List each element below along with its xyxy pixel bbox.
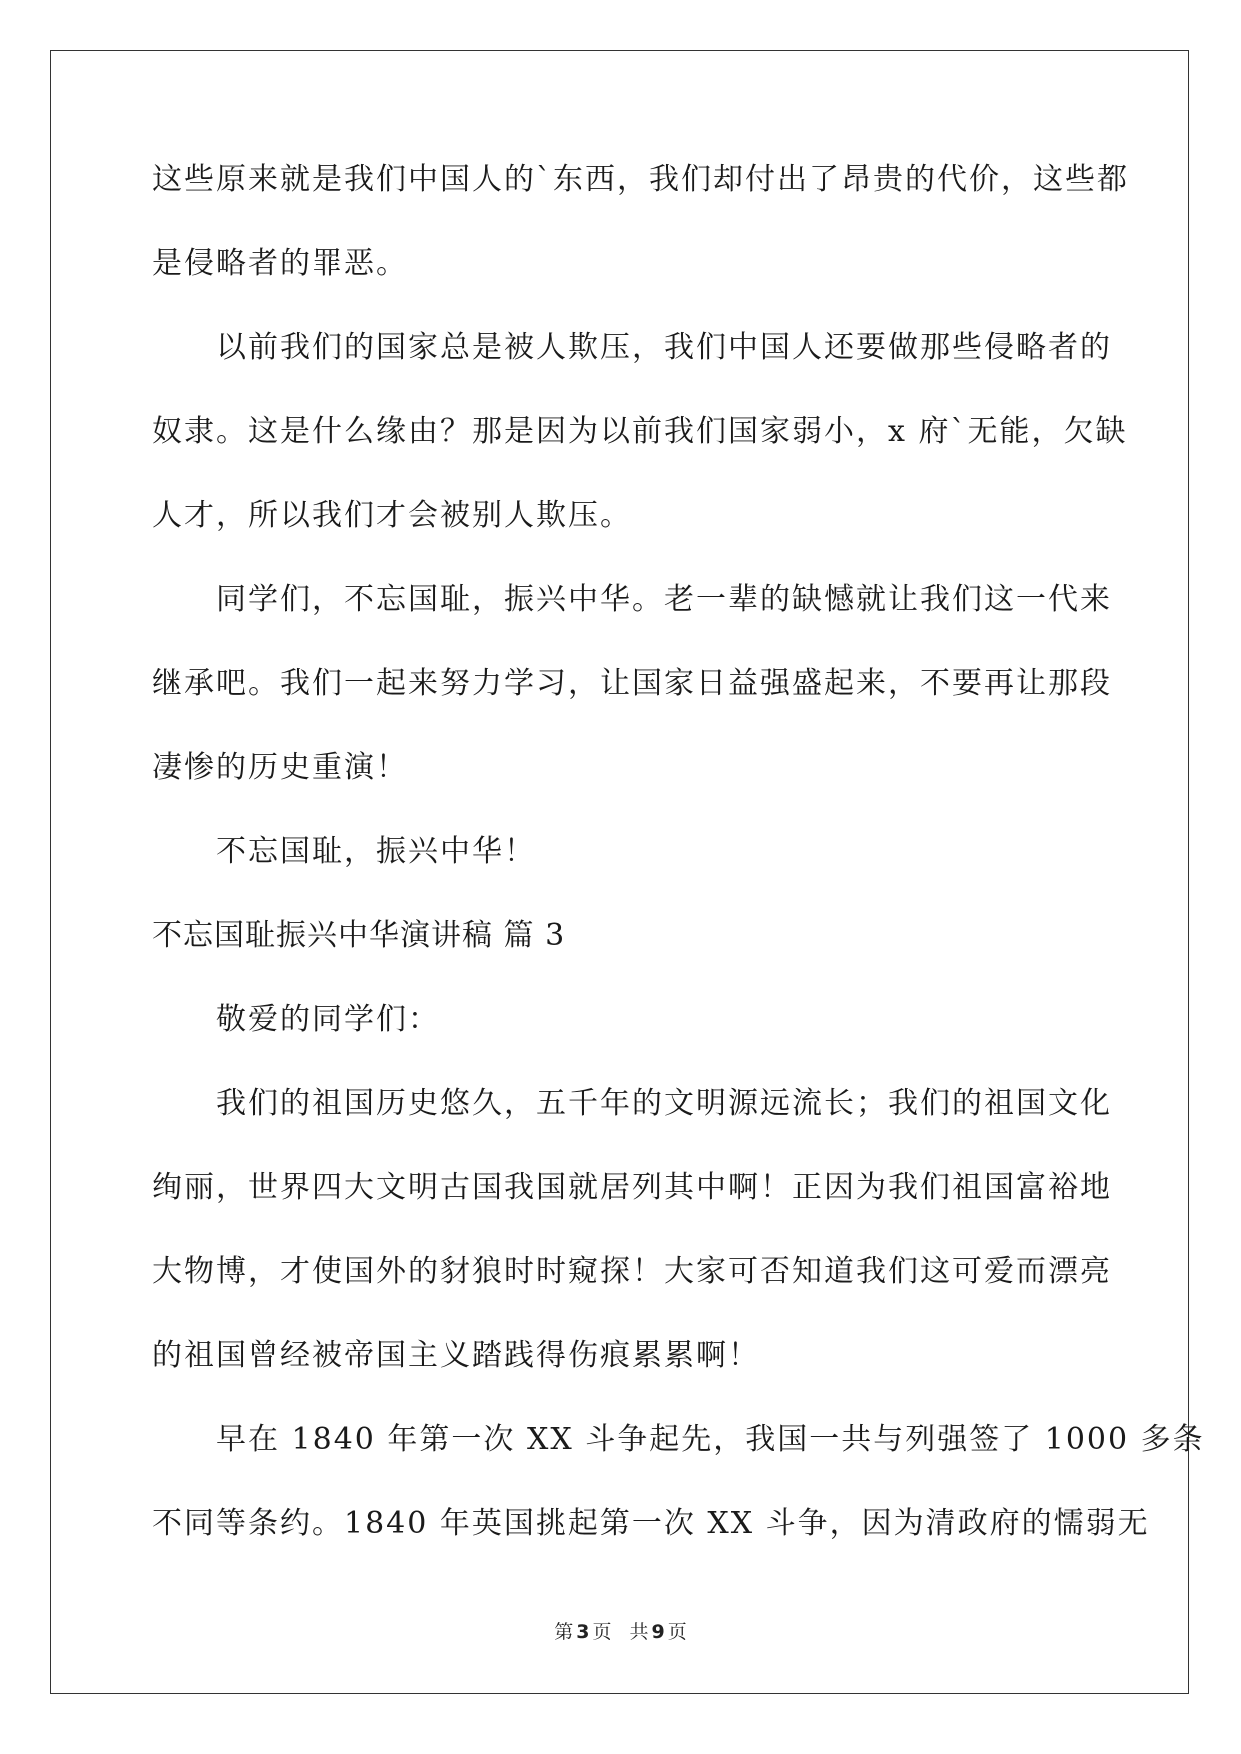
total-suffix: 页 bbox=[667, 1621, 687, 1643]
paragraph-line: 奴隶。这是什么缘由？那是因为以前我们国家弱小，x 府`无能，欠缺 bbox=[152, 414, 1128, 449]
total-pages: 9 bbox=[651, 1621, 665, 1643]
paragraph-line: 的祖国曾经被帝国主义踏践得伤痕累累啊！ bbox=[152, 1338, 760, 1373]
paragraph-line: 凄惨的历史重演！ bbox=[152, 750, 408, 785]
page-number: 3 bbox=[576, 1621, 590, 1643]
total-indicator bbox=[627, 1621, 690, 1643]
salutation-line: 敬爱的同学们： bbox=[216, 1002, 440, 1037]
paragraph-line: 继承吧。我们一起来努力学习，让国家日益强盛起来，不要再让那段 bbox=[152, 666, 1112, 701]
paragraph-line: 大物博，才使国外的豺狼时时窥探！大家可否知道我们这可爱而漂亮 bbox=[152, 1254, 1112, 1289]
paragraph-line: 人才，所以我们才会被别人欺压。 bbox=[152, 498, 632, 533]
page-footer bbox=[0, 1617, 1241, 1644]
page-prefix: 第 bbox=[554, 1621, 574, 1643]
page-indicator bbox=[551, 1621, 614, 1643]
paragraph-line: 以前我们的国家总是被人欺压，我们中国人还要做那些侵略者的 bbox=[216, 330, 1112, 365]
paragraph-line: 这些原来就是我们中国人的`东西，我们却付出了昂贵的代价，这些都 bbox=[152, 162, 1129, 197]
document-body bbox=[152, 138, 1205, 1566]
paragraph-line: 早在 1840 年第一次 XX 斗争起先，我国一共与列强签了 1000 多条 bbox=[216, 1422, 1205, 1457]
paragraph-line: 我们的祖国历史悠久，五千年的文明源远流长；我们的祖国文化 bbox=[216, 1086, 1112, 1121]
paragraph-line: 是侵略者的罪恶。 bbox=[152, 246, 408, 281]
section-heading: 不忘国耻振兴中华演讲稿 篇 3 bbox=[152, 918, 566, 953]
paragraph-line: 不同等条约。1840 年英国挑起第一次 XX 斗争，因为清政府的懦弱无 bbox=[152, 1506, 1150, 1541]
total-prefix: 共 bbox=[629, 1621, 649, 1643]
paragraph-line: 绚丽，世界四大文明古国我国就居列其中啊！正因为我们祖国富裕地 bbox=[152, 1170, 1112, 1205]
paragraph-line: 同学们，不忘国耻，振兴中华。老一辈的缺憾就让我们这一代来 bbox=[216, 582, 1112, 617]
paragraph-line: 不忘国耻，振兴中华！ bbox=[216, 834, 536, 869]
page-suffix: 页 bbox=[592, 1621, 612, 1643]
